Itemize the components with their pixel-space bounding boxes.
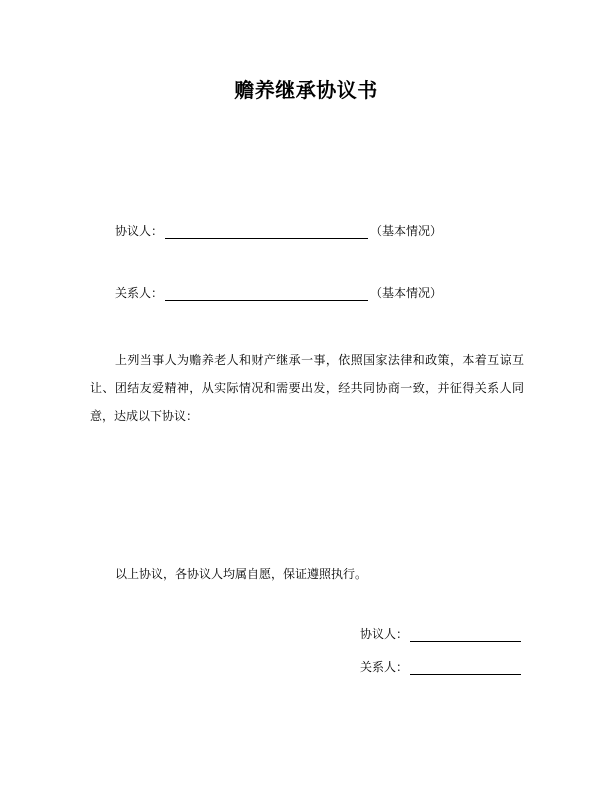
document-title: 赡养继承协议书 xyxy=(234,78,378,102)
related-blank-line[interactable] xyxy=(165,288,368,301)
party-label: 协议人： xyxy=(115,224,164,238)
party-info-line xyxy=(115,223,442,239)
body-paragraph: 上列当事人为赡养老人和财产继承一事，依照国家法律和政策，本着互谅互让、团结友爱精神，从实际情况和需要出发，经共同协商一致，并征得关系人同意，达成以下协议： xyxy=(90,353,524,423)
party-note: （基本情况） xyxy=(370,224,443,238)
related-note: （基本情况） xyxy=(370,286,443,300)
party-blank-line[interactable] xyxy=(165,226,368,239)
signature-related-blank[interactable] xyxy=(410,662,521,675)
signature-party-blank[interactable] xyxy=(410,629,521,642)
signature-party-label: 协议人： xyxy=(360,627,409,641)
related-info-line xyxy=(115,285,442,301)
signature-party-line xyxy=(360,626,523,642)
closing-statement: 以上协议，各协议人均属自愿，保证遵照执行。 xyxy=(115,567,368,581)
signature-related-line xyxy=(360,659,523,675)
signature-related-label: 关系人： xyxy=(360,660,409,674)
related-label: 关系人： xyxy=(115,286,164,300)
